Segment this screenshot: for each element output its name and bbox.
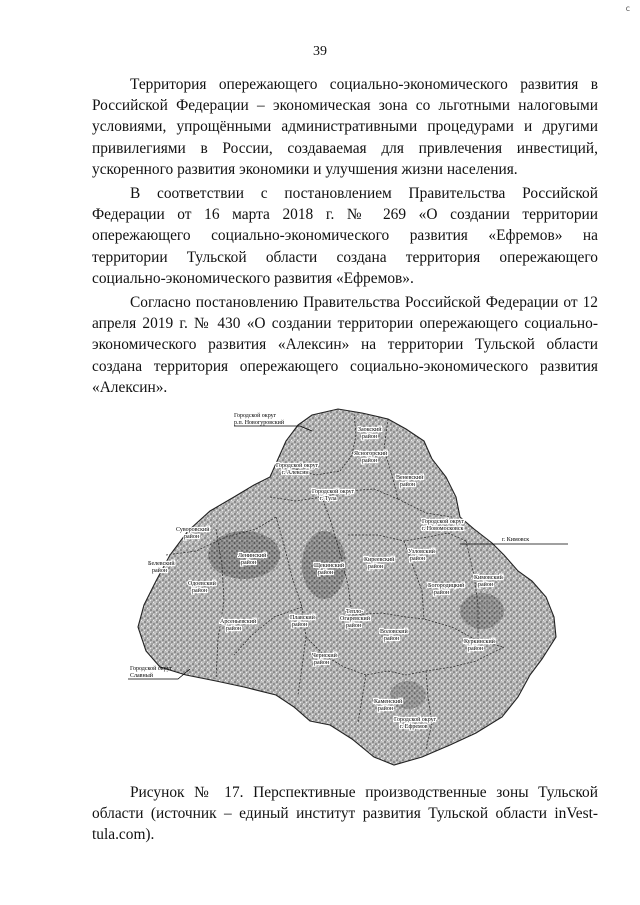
district-novomoskovsk-line2: г. Новомосковск xyxy=(422,526,464,532)
callout-slavny-line1: Городской округ xyxy=(130,666,173,672)
district-yasnogorsky-line2: район xyxy=(362,458,378,464)
district-plavsky-line2: район xyxy=(292,622,308,628)
callout-kimovsk: г. Кимовск xyxy=(502,537,530,543)
district-zaoksky-line1: Заокский xyxy=(358,427,382,433)
callout-slavny xyxy=(130,665,174,679)
district-kamensky-line2: район xyxy=(378,706,394,712)
district-odoevsky-line1: Одоевский xyxy=(188,581,216,587)
district-chernsky-line1: Чернский xyxy=(312,653,337,659)
district-suvorovsky-line2: район xyxy=(184,534,200,540)
district-kamensky-line1: Каменский xyxy=(374,699,403,705)
paragraph-definition: Территория опережающего социально-экономического развития в Российской Федерации – экономическая зона со льготными налоговыми условиями, упрощёнными административными процедурами и другими привилегиями в России, создаваемая для привлечения инвестиций, ускоренного развития экономики и улучшения жизни населения. xyxy=(92,76,598,178)
district-novomoskovsk-line1: Городской округ xyxy=(422,519,465,525)
district-yasnogorsky-line1: Ясногорский xyxy=(354,451,388,457)
callout-novogurovsky xyxy=(234,412,285,426)
district-arsenevsky-line1: Арсеньевский xyxy=(220,619,257,625)
district-bogoroditsky-line2: район xyxy=(434,590,450,596)
district-volovsky-line2: район xyxy=(384,636,400,642)
district-venevsky-line1: Веневский xyxy=(396,475,424,481)
callout-slavny-line2: Славный xyxy=(130,673,153,679)
callout-novogurovsky-line2: р.п. Новогуровский xyxy=(234,420,285,426)
district-tula-line2: г. Тула xyxy=(320,496,337,502)
district-leninsky-line1: Ленинский xyxy=(238,553,267,559)
district-kurkinsky-line2: район xyxy=(468,646,484,652)
district-efremov-line1: Городской округ xyxy=(394,717,437,723)
district-kireevsky-line2: район xyxy=(368,564,384,570)
district-efremov-line2: г. Ефремов xyxy=(400,724,428,730)
district-shchekinsky-line1: Щекинский xyxy=(314,563,345,569)
district-shchekinsky-line2: район xyxy=(318,570,334,576)
district-chernsky-line2: район xyxy=(314,660,330,666)
district-uzlovsky-line2: район xyxy=(410,556,426,562)
district-plavsky-line1: Плавский xyxy=(290,615,315,621)
body-text xyxy=(92,74,598,401)
district-bogoroditsky-line1: Богородицкий xyxy=(428,583,465,589)
district-kimovsky-line2: район xyxy=(478,582,494,588)
district-venevsky-line2: район xyxy=(400,482,416,488)
figure-caption: Рисунок № 17. Перспективные производственные зоны Тульской области (источник – единый институт развития Тульской области inVest-tula.com). xyxy=(92,784,598,844)
dark-zone-east xyxy=(460,593,504,629)
district-kireevsky-line1: Киреевский xyxy=(364,557,395,563)
callout-novogurovsky-line1: Городской округ xyxy=(234,413,277,419)
district-volovsky-line1: Воловский xyxy=(380,629,408,635)
district-aleksin-line1: Городской округ xyxy=(276,463,319,469)
paragraph-efremov: В соответствии с постановлением Правительства Российской Федерации от 16 марта 2018 г. № 269 «О создании территории опережающего социально-экономического развития «Ефремов» на территории Тульской области создана территория опережающего социально-экономического развития «Ефремов». xyxy=(92,185,598,287)
paragraph-aleksin: Согласно постановлению Правительства Российской Федерации от 12 апреля 2019 г. № 430 «О создании территории опережающего социально-экономического развития «Алексин» на территории Тульской области создана территория опережающего социально-экономического развития «Алексин». xyxy=(92,294,598,396)
district-odoevsky-line2: район xyxy=(192,588,208,594)
district-tula-line1: Городской округ xyxy=(312,489,355,495)
district-aleksin-line2: г. Алексин xyxy=(282,470,309,476)
district-teplo-line1: Тепло- xyxy=(346,609,364,615)
district-teplo-line3: район xyxy=(346,623,362,629)
district-arsenevsky-line2: район xyxy=(226,626,242,632)
district-belevsky-line1: Белевский xyxy=(148,561,175,567)
tula-region-map xyxy=(126,405,576,775)
district-leninsky-line2: район xyxy=(241,560,257,566)
district-belevsky-line2: район xyxy=(152,568,168,574)
district-teplo-line2: Огаревский xyxy=(340,616,370,622)
district-zaoksky-line2: район xyxy=(362,434,378,440)
district-kimovsky-line1: Кимовский xyxy=(474,575,503,581)
page-number: 39 xyxy=(313,44,327,59)
district-uzlovsky-line1: Узловский xyxy=(408,549,435,555)
region-outline xyxy=(138,409,556,765)
corner-mark: с xyxy=(625,4,630,13)
district-suvorovsky-line1: Суворовский xyxy=(176,527,210,533)
district-kurkinsky-line1: Куркинский xyxy=(464,639,495,645)
